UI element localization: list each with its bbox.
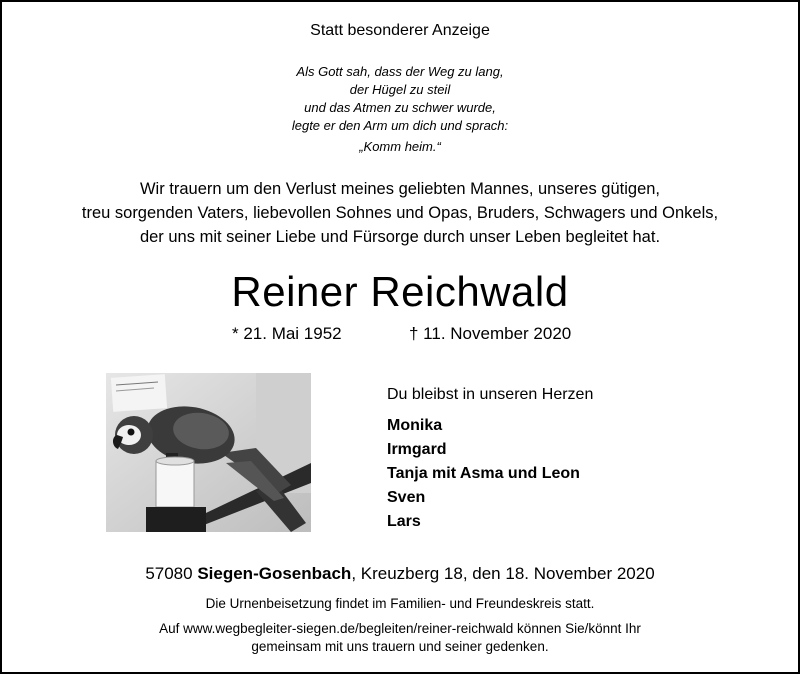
poem-line: der Hügel zu steil — [349, 82, 451, 97]
address-and-date: , Kreuzberg 18, den 18. November 2020 — [351, 564, 655, 583]
family-member: Tanja mit Asma und Leon — [387, 465, 580, 482]
poem-line: und das Atmen zu schwer wurde, — [304, 100, 496, 115]
death-date: † 11. November 2020 — [409, 324, 572, 343]
deceased-name: Reiner Reichwald — [231, 268, 569, 315]
mourning-line: der uns mit seiner Liebe und Fürsorge durch unser Leben begleitet hat. — [139, 228, 661, 246]
family-member: Irmgard — [387, 441, 447, 458]
family-member: Sven — [387, 489, 426, 506]
family-list — [387, 383, 593, 534]
family-intro: Du bleibst in unseren Herzen — [387, 386, 594, 403]
urn-note: Die Urnenbeisetzung findet im Familien- und Freundeskreis statt. — [205, 596, 595, 611]
parrot-illustration — [106, 373, 311, 532]
mourning-text — [2, 177, 798, 249]
family-member: Monika — [387, 417, 443, 434]
web-note-line: gemeinsam mit uns trauern und seiner gedenken. — [251, 639, 549, 654]
family-member: Lars — [387, 513, 421, 530]
city: Siegen-Gosenbach — [197, 564, 352, 583]
poem-quote: „Komm heim.“ — [359, 139, 441, 154]
poem-line: legte er den Arm um dich und sprach: — [291, 118, 509, 133]
birth-date: * 21. Mai 1952 — [232, 324, 342, 343]
mourning-line: treu sorgenden Vaters, liebevollen Sohnes und Opas, Bruders, Schwagers und Onkels, — [81, 204, 719, 222]
mourning-line: Wir trauern um den Verlust meines geliebten Mannes, unseres gütigen, — [139, 180, 661, 198]
web-note — [2, 620, 798, 656]
web-note-line: Auf www.wegbegleiter-siegen.de/begleiten/reiner-reichwald können Sie/könnt Ihr — [159, 621, 641, 636]
poem-line: Als Gott sah, dass der Weg zu lang, — [296, 64, 504, 79]
poem — [2, 63, 798, 135]
parrot-photo — [106, 373, 311, 532]
place-and-date — [2, 564, 798, 584]
postcode: 57080 — [145, 564, 193, 583]
notice-header: Statt besonderer Anzeige — [310, 22, 490, 39]
